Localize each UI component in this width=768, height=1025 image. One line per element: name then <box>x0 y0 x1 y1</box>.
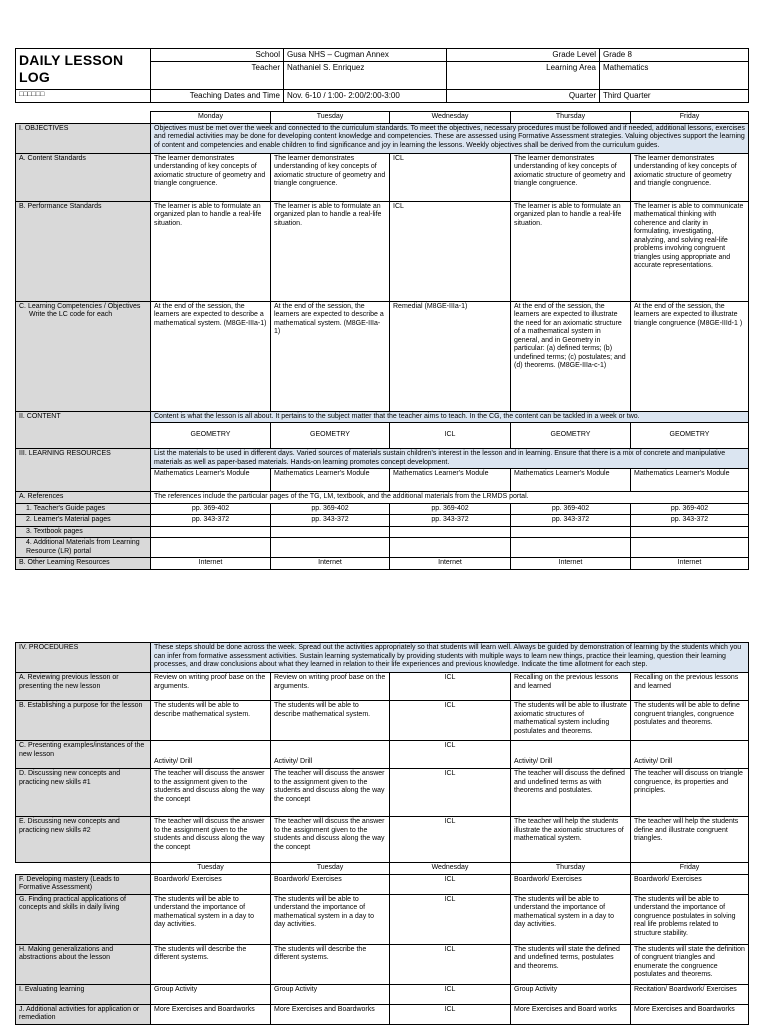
resources-cell: Mathematics Learner's Module <box>511 469 631 492</box>
procedure-cell: ICL <box>390 769 511 817</box>
quarter-label: Quarter <box>447 89 600 102</box>
competencies-cell: At the end of the session, the learners are expected to illustrate triangle congruence (M8GE-IIId-1 ) <box>631 301 749 411</box>
procedure-cell: ICL <box>390 1004 511 1024</box>
content-cell: GEOMETRY <box>271 423 390 449</box>
day-header: Tuesday <box>151 863 271 875</box>
learners-material-label: 2. Learner's Material pages <box>16 515 151 527</box>
procedure-cell: ICL <box>390 701 511 741</box>
teacher-label: Teacher <box>151 61 284 89</box>
school-label: School <box>151 49 284 62</box>
procedure-cell: Activity/ Drill <box>151 741 271 769</box>
procedure-label-f: F. Developing mastery (Leads to Formative Assessment) <box>16 874 151 894</box>
objectives-text: Objectives must be met over the week and connected to the curriculum standards. To meet the objectives, necessary procedures must be followed and if needed, additional lessons, exercises and remedial activities may be done for developing content knowledge and competencies. These are assessed using Formative Assessment strategies. Valuing objectives support the learning of content and competencies and enable children to find significance and joy in learning the lessons. Weekly objectives shall be derived from the curriculum guides. <box>151 123 749 153</box>
lr-portal-cell <box>511 538 631 558</box>
references-text: The references include the particular pages of the TG, LM, textbook, and the additional materials from the LRMDS portal. <box>151 492 749 504</box>
teachers-guide-cell: pp. 369-402 <box>390 503 511 515</box>
page-title: DAILY LESSON LOG <box>16 49 151 90</box>
performance-standards-cell: ICL <box>390 201 511 301</box>
performance-standards-label: B. Performance Standards <box>16 201 151 301</box>
resources-cell: Mathematics Learner's Module <box>271 469 390 492</box>
content-cell: ICL <box>390 423 511 449</box>
procedure-cell: Activity/ Drill <box>631 741 749 769</box>
learners-material-cell: pp. 343-372 <box>511 515 631 527</box>
grade-label: Grade Level <box>447 49 600 62</box>
procedure-cell: Boardwork/ Exercises <box>511 874 631 894</box>
day-header: Friday <box>631 112 749 124</box>
procedure-cell: Boardwork/ Exercises <box>151 874 271 894</box>
header-table <box>15 48 749 103</box>
procedure-cell: The students will be able to understand the importance of mathematical system in a day to day activities. <box>151 894 271 944</box>
learners-material-cell: pp. 343-372 <box>390 515 511 527</box>
quarter-value: Third Quarter <box>600 89 749 102</box>
procedure-cell: Boardwork/ Exercises <box>631 874 749 894</box>
performance-standards-cell: The learner is able to communicate mathematical thinking with coherence and clarity in formulating, investigating, analyzing, and solving real-life problems involving congruent triangles using appropriate and accurate representations. <box>631 201 749 301</box>
competencies-cell: At the end of the session, the learners are expected to illustrate the need for an axiomatic structure of a mathematical system in general, and in Geometry in particular: (a) defined terms; (b) undefined terms; (c) postulates; and (d) theorems. (M8GE-IIIa-c-1) <box>511 301 631 411</box>
day-header: Wednesday <box>390 112 511 124</box>
procedure-label-h: H. Making generalizations and abstractions about the lesson <box>16 944 151 984</box>
day-header: Thursday <box>511 112 631 124</box>
competencies-sublabel: Write the LC code for each <box>29 311 113 319</box>
performance-standards-cell: The learner is able to formulate an organized plan to handle a real-life situation. <box>151 201 271 301</box>
teachers-guide-label: 1. Teacher's Guide pages <box>16 503 151 515</box>
procedure-label-c: C. Presenting examples/instances of the new lesson <box>16 741 151 769</box>
textbook-cell <box>390 526 511 538</box>
content-standards-cell: The learner demonstrates understanding of key concepts of axiomatic structure of geometry and triangle congruence. <box>271 153 390 201</box>
references-label: A. References <box>16 492 151 504</box>
procedure-cell: Recitation/ Boardwork/ Exercises <box>631 984 749 1004</box>
competencies-cell: At the end of the session, the learners are expected to describe a mathematical system. (M8GE-IIIa-1) <box>151 301 271 411</box>
content-cell: GEOMETRY <box>511 423 631 449</box>
lr-portal-label: 4. Additional Materials from Learning Resource (LR) portal <box>16 538 151 558</box>
lr-portal-cell <box>271 538 390 558</box>
procedure-cell: Recalling on the previous lessons and learned <box>631 673 749 701</box>
textbook-cell <box>151 526 271 538</box>
procedure-cell: More Exercises and Board works <box>511 1004 631 1024</box>
other-resources-cell: Internet <box>151 558 271 570</box>
teachers-guide-cell: pp. 369-402 <box>151 503 271 515</box>
content-text: Content is what the lesson is all about. It pertains to the subject matter that the teacher aims to teach. In the CG, the content can be tackled in a week or two. <box>151 411 749 423</box>
competencies-label-cell <box>16 301 151 411</box>
content-cell: GEOMETRY <box>151 423 271 449</box>
other-resources-label: B. Other Learning Resources <box>16 558 151 570</box>
content-standards-cell: The learner demonstrates understanding of key concepts of axiomatic structure of geometry and triangle congruence. <box>151 153 271 201</box>
procedure-cell: The students will state the defined and undefined terms, postulates and theorems. <box>511 944 631 984</box>
learners-material-cell: pp. 343-372 <box>631 515 749 527</box>
day-header: Monday <box>151 112 271 124</box>
teachers-guide-cell: pp. 369-402 <box>271 503 390 515</box>
procedure-cell: The students will be able to describe mathematical system. <box>271 701 390 741</box>
content-standards-cell: The learner demonstrates understanding of key concepts of axiomatic structure of geometry and triangle congruence. <box>631 153 749 201</box>
lesson-table-1 <box>15 111 749 570</box>
day-header: Friday <box>631 863 749 875</box>
procedure-cell: The students will be able to understand the importance of mathematical system in a day to day activities. <box>271 894 390 944</box>
subtitle-glyphs: □□□□□□ <box>16 89 151 102</box>
lr-portal-cell <box>631 538 749 558</box>
procedure-cell: The teacher will discuss the answer to the assignment given to the students and discuss along the way the concept <box>151 817 271 863</box>
procedure-cell: ICL <box>390 817 511 863</box>
procedure-cell: More Exercises and Boardworks <box>631 1004 749 1024</box>
procedure-cell: ICL <box>390 874 511 894</box>
procedure-cell: Recalling on the previous lessons and learned <box>511 673 631 701</box>
textbook-cell <box>271 526 390 538</box>
procedure-cell: Activity/ Drill <box>511 741 631 769</box>
procedure-cell: The teacher will discuss on triangle congruence, its properties and principles. <box>631 769 749 817</box>
teachers-guide-cell: pp. 369-402 <box>631 503 749 515</box>
school-value: Gusa NHS – Cugman Annex <box>284 49 447 62</box>
area-label: Learning Area <box>447 61 600 89</box>
content-standards-cell: The learner demonstrates understanding of key concepts of axiomatic structure of geometry and triangle congruence. <box>511 153 631 201</box>
procedure-cell: Review on writing proof base on the arguments. <box>151 673 271 701</box>
content-cell: GEOMETRY <box>631 423 749 449</box>
day-header: Thursday <box>511 863 631 875</box>
other-resources-cell: Internet <box>271 558 390 570</box>
performance-standards-cell: The learner is able to formulate an organized plan to handle a real-life situation. <box>271 201 390 301</box>
lr-portal-cell <box>151 538 271 558</box>
resources-label: III. LEARNING RESOURCES <box>16 449 151 492</box>
objectives-label: I. OBJECTIVES <box>16 123 151 153</box>
procedure-cell: More Exercises and Boardworks <box>271 1004 390 1024</box>
textbook-cell <box>631 526 749 538</box>
performance-standards-cell: The learner is able to formulate an organized plan to handle a real-life situation. <box>511 201 631 301</box>
day-header: Tuesday <box>271 112 390 124</box>
procedure-cell: The teacher will discuss the answer to the assignment given to the students and discuss along the way the concept <box>151 769 271 817</box>
resources-cell: Mathematics Learner's Module <box>151 469 271 492</box>
procedures-text: These steps should be done across the week. Spread out the activities appropriately so that students will learn well. Always be guided by demonstration of learning by the students which you can infer from formative assessment activities. Sustain learning systematically by providing students with multiple ways to learn new things, practice their learning, question their learning processes, and draw conclusions about what they learned in relation to their life experiences and previous knowledge. Indicate the time allotment for each step. <box>151 643 749 673</box>
content-standards-cell: ICL <box>390 153 511 201</box>
procedure-cell: More Exercises and Boardworks <box>151 1004 271 1024</box>
procedure-cell: ICL <box>390 741 511 769</box>
procedure-cell: Group Activity <box>271 984 390 1004</box>
content-label: II. CONTENT <box>16 411 151 449</box>
procedure-label-a: A. Reviewing previous lesson or presenting the new lesson <box>16 673 151 701</box>
procedure-label-e: E. Discussing new concepts and practicing new skills #2 <box>16 817 151 863</box>
lr-portal-cell <box>390 538 511 558</box>
day-header: Tuesday <box>271 863 390 875</box>
procedure-cell: The students will be able to define congruent triangles, congruence postulates and theorems. <box>631 701 749 741</box>
textbook-label: 3. Textbook pages <box>16 526 151 538</box>
procedure-cell: The teacher will discuss the answer to the assignment given to the students and discuss along the way the concept <box>271 769 390 817</box>
procedure-label-d: D. Discussing new concepts and practicing new skills #1 <box>16 769 151 817</box>
textbook-cell <box>511 526 631 538</box>
procedure-cell: The students will be able to understand the importance of mathematical system in a day to day activities. <box>511 894 631 944</box>
other-resources-cell: Internet <box>390 558 511 570</box>
resources-cell: Mathematics Learner's Module <box>390 469 511 492</box>
procedure-cell: ICL <box>390 944 511 984</box>
procedure-cell: The students will state the definition of congruent triangles and enumerate the congruence postulates and theorems. <box>631 944 749 984</box>
procedure-cell: The teacher will help the students define and illustrate congruent triangles. <box>631 817 749 863</box>
procedure-cell: Boardwork/ Exercises <box>271 874 390 894</box>
procedures-label: IV. PROCEDURES <box>16 643 151 673</box>
procedure-cell: The teacher will discuss the answer to the assignment given to the students and discuss along the way the concept <box>271 817 390 863</box>
procedure-cell: The students will describe the different systems. <box>271 944 390 984</box>
procedure-cell: The students will describe the different systems. <box>151 944 271 984</box>
competencies-cell: At the end of the session, the learners are expected to describe a mathematical system. (M8GE-IIIa-1) <box>271 301 390 411</box>
other-resources-cell: Internet <box>631 558 749 570</box>
procedure-cell: Review on writing proof base on the arguments. <box>271 673 390 701</box>
procedure-cell: ICL <box>390 673 511 701</box>
other-resources-cell: Internet <box>511 558 631 570</box>
procedure-cell: The students will be able to describe mathematical system. <box>151 701 271 741</box>
procedure-cell: ICL <box>390 894 511 944</box>
procedure-cell: Activity/ Drill <box>271 741 390 769</box>
resources-cell: Mathematics Learner's Module <box>631 469 749 492</box>
procedure-cell: The students will be able to understand the importance of congruence postulates in solving real life problems related to structure stability. <box>631 894 749 944</box>
competencies-cell: Remedial (M8GE-IIIa-1) <box>390 301 511 411</box>
procedure-label-b: B. Establishing a purpose for the lesson <box>16 701 151 741</box>
grade-value: Grade 8 <box>600 49 749 62</box>
area-value: Mathematics <box>600 61 749 89</box>
procedure-cell: Group Activity <box>151 984 271 1004</box>
procedure-cell: The teacher will help the students illustrate the axiomatic structures of mathematical system. <box>511 817 631 863</box>
procedure-label-g: G. Finding practical applications of concepts and skills in daily living <box>16 894 151 944</box>
learners-material-cell: pp. 343-372 <box>151 515 271 527</box>
procedure-cell: Group Activity <box>511 984 631 1004</box>
lesson-table-2 <box>15 642 749 1025</box>
learners-material-cell: pp. 343-372 <box>271 515 390 527</box>
procedure-label-i: I. Evaluating learning <box>16 984 151 1004</box>
procedure-cell: The teacher will discuss the defined and undefined terms as with theorems and postulates. <box>511 769 631 817</box>
teachers-guide-cell: pp. 369-402 <box>511 503 631 515</box>
competencies-label: C. Learning Competencies / Objectives <box>19 302 141 310</box>
procedure-label-j: J. Additional activities for application or remediation <box>16 1004 151 1024</box>
dates-label: Teaching Dates and Time <box>151 89 284 102</box>
resources-text: List the materials to be used in different days. Varied sources of materials sustain children's interest in the lesson and in learning. Ensure that there is a mix of concrete and manipulative materials as well as paper-based materials. Hands-on learning promotes concept development. <box>151 449 749 469</box>
content-standards-label: A. Content Standards <box>16 153 151 201</box>
dates-value: Nov. 6-10 / 1:00- 2:00/2:00-3:00 <box>284 89 447 102</box>
teacher-value: Nathaniel S. Enriquez <box>284 61 447 89</box>
procedure-cell: The students will be able to illustrate axiomatic structures of mathematical system including postulates and theorems. <box>511 701 631 741</box>
day-header: Wednesday <box>390 863 511 875</box>
procedure-cell: ICL <box>390 984 511 1004</box>
